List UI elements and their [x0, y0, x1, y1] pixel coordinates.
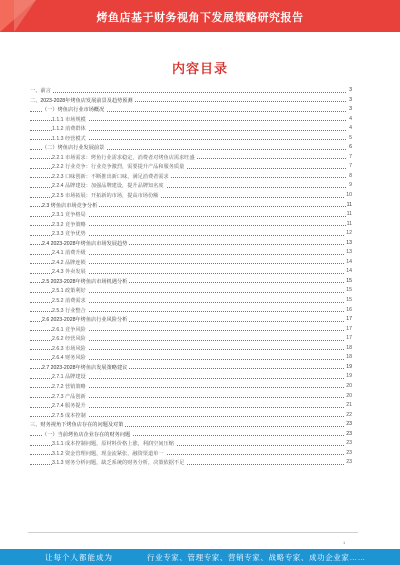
toc-entry-page: 3	[349, 106, 352, 113]
table-of-contents	[30, 86, 352, 468]
toc-entry-text: 1.1.3 经营模式	[52, 135, 86, 142]
toc-entry-text: 2.3 烤鱼店市场竞争分析	[42, 202, 98, 209]
toc-entry-page: 19	[346, 363, 352, 370]
toc-entry[interactable]	[30, 258, 352, 268]
toc-entry[interactable]	[30, 153, 352, 163]
toc-entry-text: 2.6.4 财务风险	[52, 355, 86, 362]
toc-entry-page: 7	[349, 153, 352, 160]
toc-entry-page: 9	[349, 182, 352, 189]
toc-entry-text: （一）当前烤鱼店企业存在的财务问题	[42, 431, 131, 438]
toc-entry-page: 8	[349, 172, 352, 179]
toc-entry-page: 12	[346, 230, 352, 237]
footer-divider	[28, 532, 358, 533]
report-title: 烤鱼店基于财务视角下发展策略研究报告	[96, 12, 304, 24]
toc-entry-page: 4	[349, 125, 352, 132]
toc-entry[interactable]	[30, 267, 352, 277]
toc-entry-page: 22	[346, 411, 352, 418]
toc-entry-page: 14	[346, 258, 352, 265]
toc-leader-dots	[30, 92, 346, 93]
toc-entry-page: 3	[349, 87, 352, 93]
page-footer	[0, 549, 400, 565]
toc-entry[interactable]	[30, 401, 352, 411]
toc-entry[interactable]	[30, 372, 352, 382]
toc-entry-page: 4	[349, 115, 352, 122]
toc-entry-text: 2.6.3 市场风险	[52, 345, 86, 352]
toc-entry[interactable]	[30, 363, 352, 373]
toc-entry-text: 1.1.1 市场规模	[52, 116, 86, 123]
toc-entry-text: 2.2.4 品牌建设：加强品牌建设，提升品牌知名度	[52, 183, 164, 190]
toc-entry-text: 2.7.1 品牌建设	[52, 374, 86, 381]
toc-entry-page: 23	[346, 459, 352, 466]
toc-entry-page: 11	[346, 211, 352, 218]
toc-entry-text: 2.4 2023-2028年烤鱼店市场发展趋势	[42, 240, 128, 247]
toc-entry[interactable]	[30, 115, 352, 125]
toc-entry[interactable]	[30, 296, 352, 306]
footer-slogan-left: 让每个人都能成为	[45, 553, 113, 562]
toc-entry-page: 21	[346, 402, 352, 409]
toc-entry-page: 16	[346, 306, 352, 313]
toc-entry-text: 2.4.1 消费升级	[52, 250, 86, 257]
toc-entry-page: 5	[349, 134, 352, 141]
toc-entry[interactable]	[30, 201, 352, 211]
toc-entry[interactable]	[30, 96, 352, 106]
toc-entry[interactable]	[30, 325, 352, 335]
toc-entry-text: 2.3.3 竞争优势	[52, 231, 86, 238]
toc-entry-text: 3.1.2 资金管理问题，现金流紧张，融资渠道单一	[52, 450, 164, 457]
toc-entry[interactable]	[30, 124, 352, 134]
toc-entry-text: （一）烤鱼店行业市场概况	[42, 107, 105, 114]
toc-entry-text: 2.3.2 竞争策略	[52, 221, 86, 228]
toc-entry-text: 一、前言	[30, 88, 51, 94]
toc-entry[interactable]	[30, 210, 352, 220]
toc-entry-text: 2.5.3 行业整合	[52, 307, 86, 314]
toc-entry[interactable]	[30, 334, 352, 344]
toc-entry[interactable]	[30, 344, 352, 354]
toc-entry[interactable]	[30, 458, 352, 468]
toc-entry-page: 23	[346, 421, 352, 428]
toc-entry-text: 3.1.3 财务分析问题，缺乏系统的财务分析，决策依据不足	[52, 460, 185, 467]
toc-entry-page: 3	[349, 96, 352, 103]
toc-entry[interactable]	[30, 439, 352, 449]
toc-entry-page: 15	[346, 277, 352, 284]
toc-entry[interactable]	[30, 286, 352, 296]
toc-heading: 内容目录	[171, 61, 228, 76]
toc-entry-text: 1.1.2 消费群体	[52, 126, 86, 133]
toc-entry[interactable]	[30, 248, 352, 258]
toc-entry-text: 2.4.2 品牌连锁	[52, 259, 86, 266]
toc-entry[interactable]	[30, 181, 352, 191]
toc-entry[interactable]	[30, 315, 352, 325]
toc-entry-page: 15	[346, 297, 352, 304]
toc-entry[interactable]	[30, 382, 352, 392]
toc-entry-text: 2.7 2023-2028年烤鱼店发展策略建议	[42, 364, 128, 371]
toc-entry-text: 2.7.3 产品创新	[52, 393, 86, 400]
toc-entry-text: 2.7.5 成本控制	[52, 412, 86, 419]
toc-entry[interactable]	[30, 277, 352, 287]
toc-entry-text: 2.2.1 市场需求：烤鱼行业需求稳定，消费者对烤鱼店需求旺盛	[52, 154, 195, 161]
toc-entry-text: 2.7.4 服务提升	[52, 403, 86, 410]
toc-entry-page: 23	[346, 430, 352, 437]
toc-entry-page: 15	[346, 287, 352, 294]
toc-entry-page: 13	[346, 249, 352, 256]
toc-entry[interactable]	[30, 220, 352, 230]
toc-entry[interactable]	[30, 172, 352, 182]
toc-entry-text: （二）烤鱼店行业发展前景	[42, 145, 105, 152]
toc-entry-text: 2.6.2 经营风险	[52, 336, 86, 343]
toc-entry[interactable]	[30, 229, 352, 239]
toc-entry-page: 23	[346, 440, 352, 447]
toc-entry[interactable]	[30, 306, 352, 316]
toc-entry[interactable]	[30, 134, 352, 144]
toc-entry-text: 2.3.1 竞争格局	[52, 212, 86, 219]
toc-entry-text: 2.2.3 口味创新：不断推出新口味，满足消费者需求	[52, 173, 169, 180]
toc-entry-text: 2.6.1 竞争风险	[52, 326, 86, 333]
toc-entry-text: 三、财务视角下烤鱼店存在的问题及对策	[30, 422, 124, 429]
toc-entry-page: 23	[346, 449, 352, 456]
toc-entry[interactable]	[30, 411, 352, 421]
toc-entry-page: 18	[346, 344, 352, 351]
toc-entry-page: 13	[346, 239, 352, 246]
toc-entry-text: 2.5.1 政策利好	[52, 288, 86, 295]
toc-entry[interactable]	[30, 430, 352, 440]
toc-entry-page: 18	[346, 354, 352, 361]
toc-entry-page: 20	[346, 392, 352, 399]
toc-entry-text: 3.1.1 成本控制问题，原材料价格上涨，利润空间压缩	[52, 441, 174, 448]
toc-entry-text: 2.2.5 市场拓展：开拓新的市场，提高市场份额	[52, 193, 159, 200]
toc-entry-text: 2.7.2 营销策略	[52, 383, 86, 390]
page-number: 1	[343, 540, 346, 545]
toc-entry-text: 2.5.2 消费需求	[52, 298, 86, 305]
toc-entry-text: 二、2023-2028年烤鱼店发展前景及趋势预测	[30, 97, 133, 104]
toc-entry-page: 14	[346, 268, 352, 275]
page-header	[0, 0, 400, 32]
toc-entry-page: 10	[346, 192, 352, 199]
toc-entry-page: 6	[349, 144, 352, 151]
toc-entry-text: 2.5 2023-2028年烤鱼店市场机遇分析	[42, 278, 128, 285]
toc-entry-text: 2.4.3 外卖发展	[52, 269, 86, 276]
footer-slogan-right: 行业专家、管理专家、营销专家、战略专家、成功企业家……	[147, 553, 366, 562]
toc-entry-page: 11	[346, 201, 352, 208]
toc-entry-text: 2.6 2023-2028年烤鱼店行业风险分析	[42, 317, 128, 324]
toc-entry[interactable]	[30, 420, 352, 430]
toc-entry-page: 7	[349, 163, 352, 170]
toc-entry[interactable]	[30, 86, 352, 96]
toc-entry-page: 17	[346, 325, 352, 332]
toc-entry[interactable]	[30, 239, 352, 249]
toc-entry[interactable]	[30, 105, 352, 115]
toc-entry-page: 11	[346, 220, 352, 227]
toc-entry-page: 20	[346, 382, 352, 389]
toc-entry-page: 19	[346, 373, 352, 380]
toc-entry-page: 17	[346, 316, 352, 323]
toc-entry-text: 2.2.2 行业竞争：行业竞争激烈，需要提升产品和服务质量	[52, 164, 185, 171]
toc-entry[interactable]	[30, 392, 352, 402]
toc-entry[interactable]	[30, 143, 352, 153]
toc-entry[interactable]	[30, 353, 352, 363]
toc-entry[interactable]	[30, 162, 352, 172]
toc-entry[interactable]	[30, 449, 352, 459]
toc-entry-page: 17	[346, 335, 352, 342]
toc-entry[interactable]	[30, 191, 352, 201]
